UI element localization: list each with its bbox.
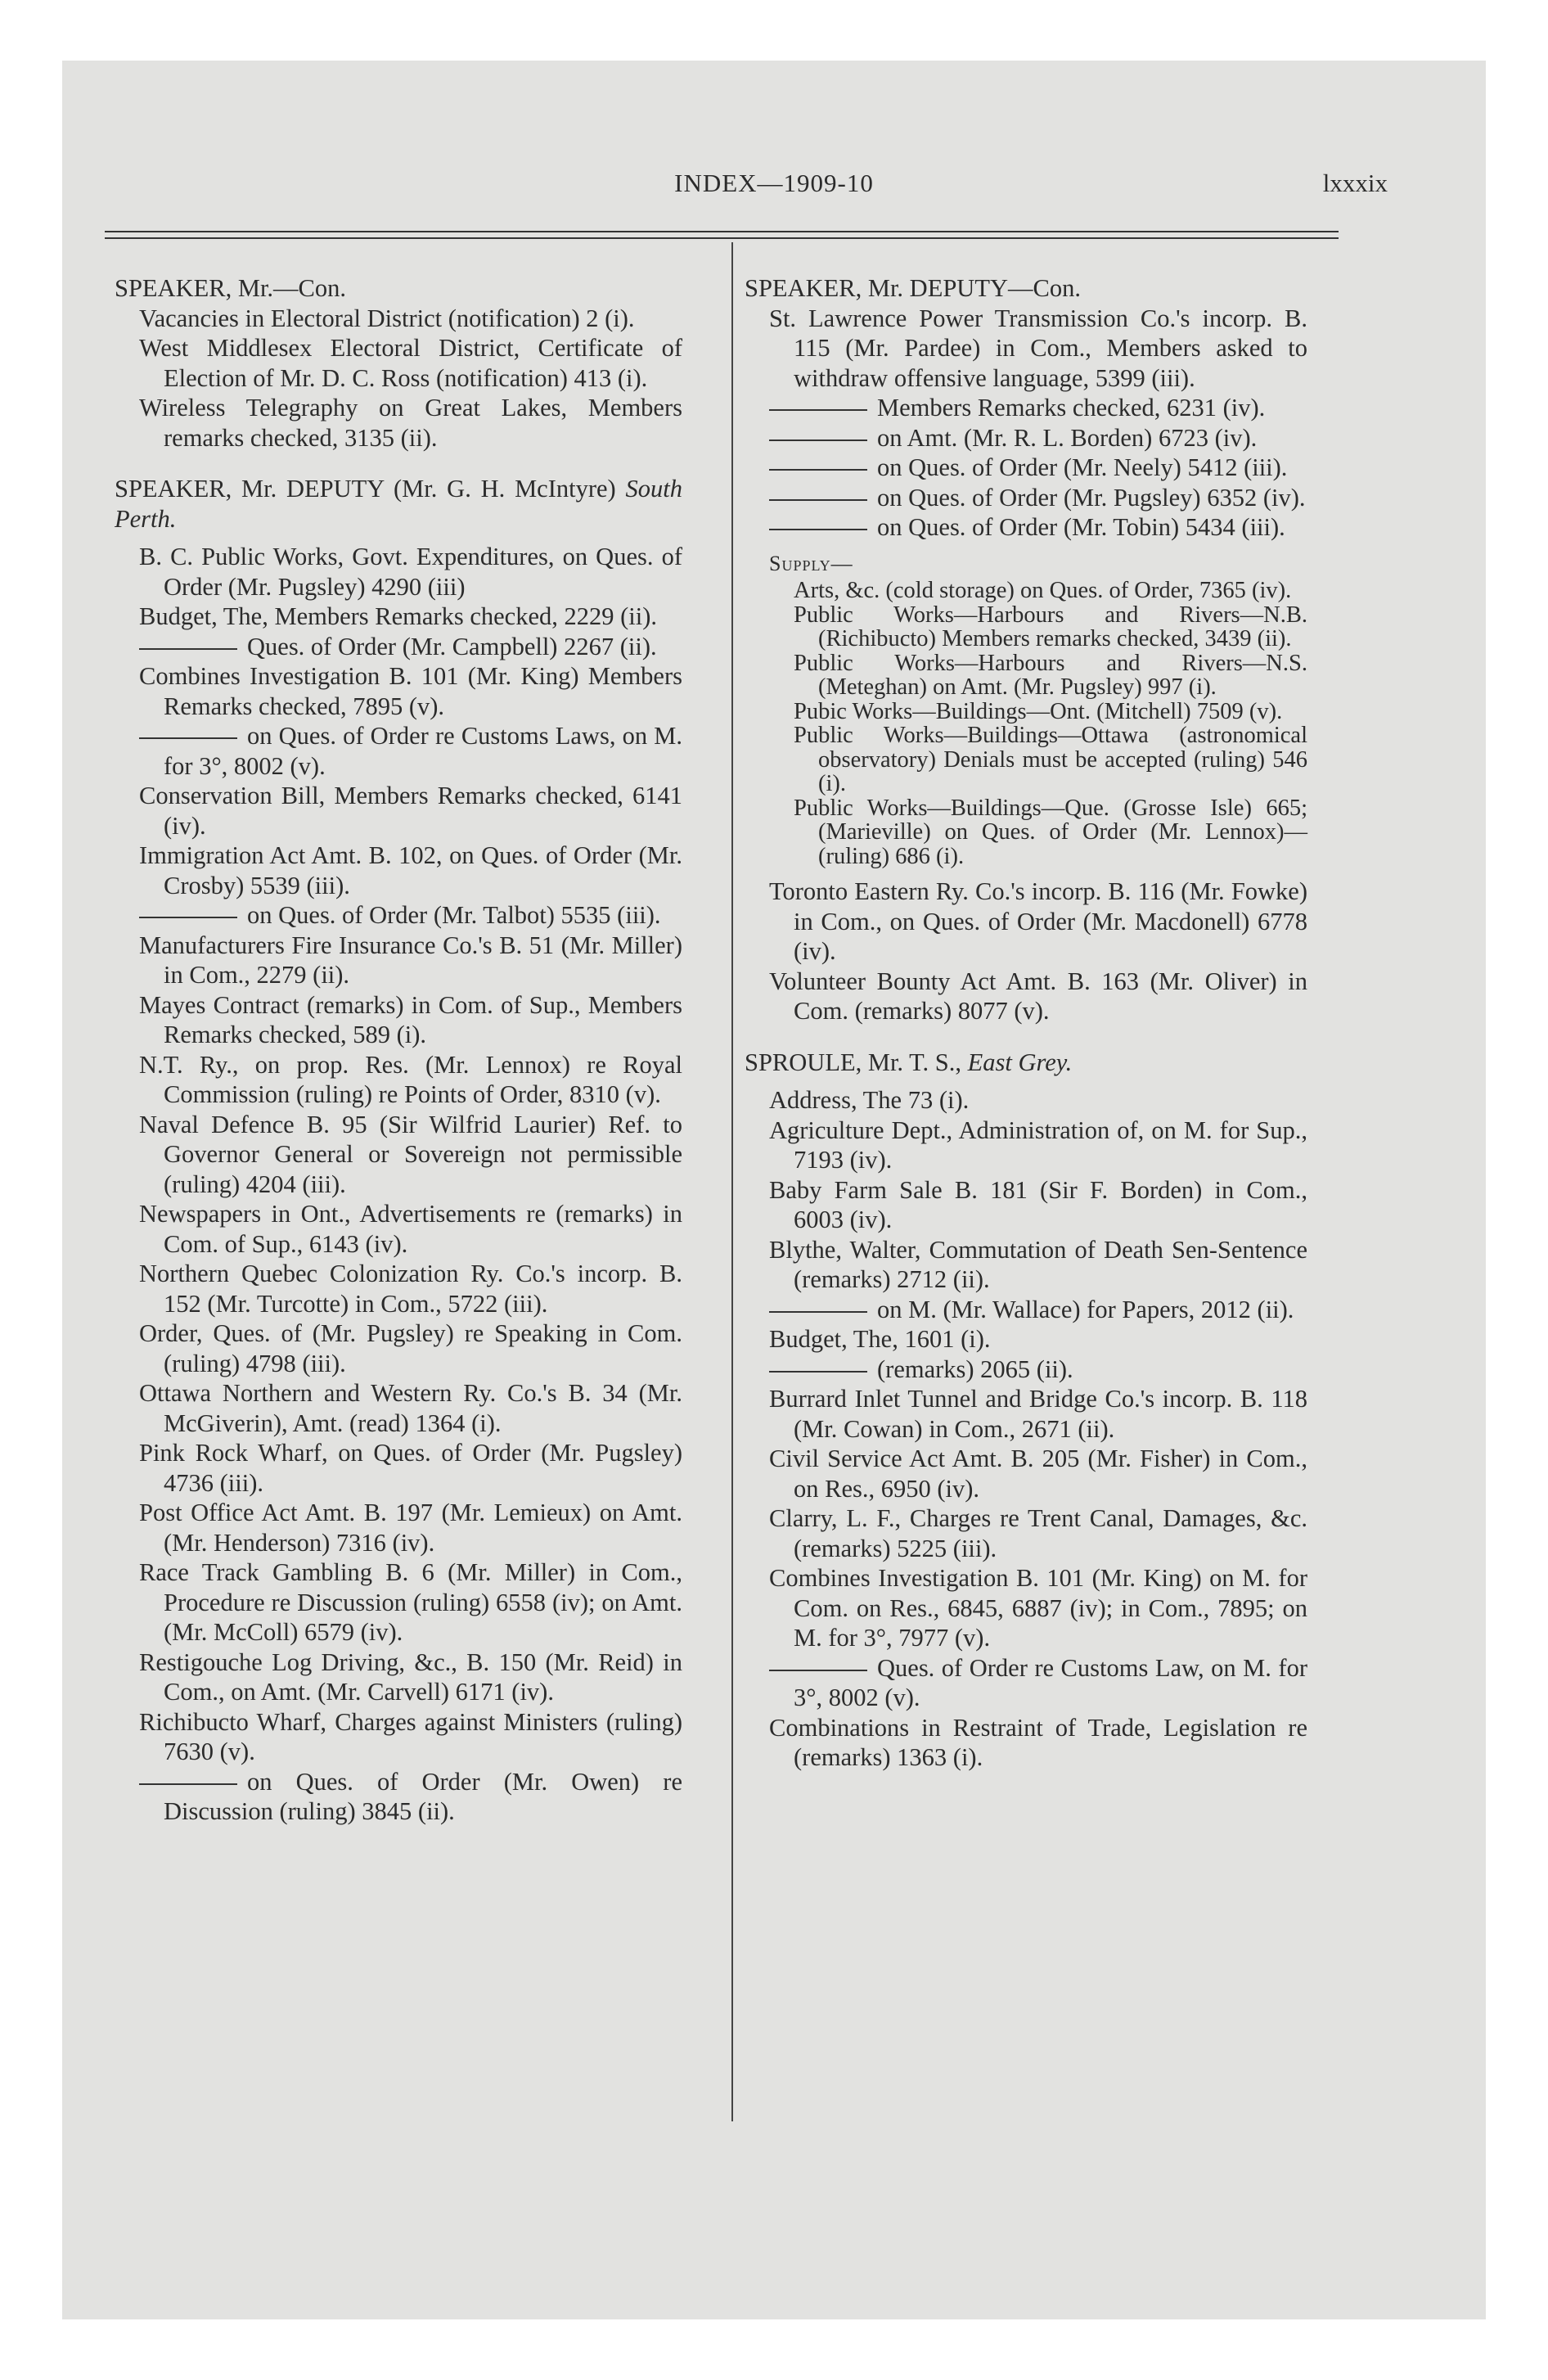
index-entry: Mayes Contract (remarks) in Com. of Sup., Members Remarks checked, 589 (i). [139,990,682,1048]
column-divider [731,242,733,2121]
index-subentry: on Ques. of Order (Mr. Owen) re Discussion (ruling) 3845 (ii). [115,1767,682,1827]
index-entry: Budget, The, Members Remarks checked, 2229 (ii). [139,602,657,630]
supply-label: Supply— [769,551,853,575]
index-entry: Toronto Eastern Ry. Co.'s incorp. B. 116 (Mr. Fowke) in Com., on Ques. of Order (Mr. Macdonell) 6778 (iv). [769,877,1307,965]
index-entry: Pink Rock Wharf, on Ques. of Order (Mr. Pugsley) 4736 (iii). [139,1439,682,1497]
supply-list [745,579,1307,868]
index-entry: Vacancies in Electoral District (notification) 2 (i). [139,304,635,332]
index-subentry: Ques. of Order re Customs Law, on M. for 3°, 8002 (v). [745,1653,1307,1713]
index-entry: Burrard Inlet Tunnel and Bridge Co.'s incorp. B. 118 (Mr. Cowan) in Com., 2671 (ii). [769,1385,1307,1443]
index-entry: Combines Investigation B. 101 (Mr. King) on M. for Com. on Res., 6845, 6887 (iv); in Com., 7895; on M. for 3°, 7977 (v). [769,1564,1307,1652]
entry-list [745,1085,1307,1773]
index-subentry: on Ques. of Order re Customs Laws, on M. for 3°, 8002 (v). [115,721,682,781]
index-entry: Combines Investigation B. 101 (Mr. King) Members Remarks checked, 7895 (v). [139,662,682,720]
index-entry: B. C. Public Works, Govt. Expenditures, on Ques. of Order (Mr. Pugsley) 4290 (iii) [139,543,682,601]
index-entry: Blythe, Walter, Commutation of Death Sen-Sentence (remarks) 2712 (ii). [769,1235,1307,1293]
entry-list [745,304,1307,543]
heading-name: SPEAKER, Mr. DEPUTY (Mr. G. H. McIntyre) [115,475,616,503]
page-title: INDEX—1909-10 [674,169,874,197]
index-subentry: on Ques. of Order (Mr. Tobin) 5434 (iii). [745,512,1307,543]
index-entry: Newspapers in Ont., Advertisements re (remarks) in Com. of Sup., 6143 (iv). [139,1200,682,1258]
index-subentry: on Amt. (Mr. R. L. Borden) 6723 (iv). [745,423,1307,453]
entry-list [745,877,1307,1026]
index-heading [115,474,682,534]
index-entry: Agriculture Dept., Administration of, on M. for Sup., 7193 (iv). [769,1116,1307,1174]
index-entry: Budget, The, 1601 (i). [769,1325,991,1353]
index-heading [745,1048,1307,1078]
index-entry: Order, Ques. of (Mr. Pugsley) re Speaking in Com. (ruling) 4798 (iii). [139,1319,682,1377]
index-subentry: on Ques. of Order (Mr. Pugsley) 6352 (iv). [745,483,1307,513]
supply-entry: Public Works—Harbours and Rivers—N.S. (Meteghan) on Amt. (Mr. Pugsley) 997 (i). [794,650,1307,700]
supply-entry: Arts, &c. (cold storage) on Ques. of Order, 7365 (iv). [794,578,1292,603]
header-rule-2 [105,237,1339,239]
heading-riding: East Grey. [967,1048,1073,1076]
index-entry: Wireless Telegraphy on Great Lakes, Members remarks checked, 3135 (ii). [139,394,682,452]
index-entry: Manufacturers Fire Insurance Co.'s B. 51 (Mr. Miller) in Com., 2279 (ii). [139,931,682,989]
index-entry: St. Lawrence Power Transmission Co.'s incorp. B. 115 (Mr. Pardee) in Com., Members asked to withdraw offensive language, 5399 (iii). [769,304,1307,392]
index-entry: Richibucto Wharf, Charges against Ministers (ruling) 7630 (v). [139,1707,682,1765]
index-entry: Restigouche Log Driving, &c., B. 150 (Mr. Reid) in Com., on Amt. (Mr. Carvell) 6171 (iv). [139,1648,682,1706]
heading-name: SPROULE, Mr. T. S., [745,1048,961,1076]
index-entry: Address, The 73 (i). [769,1086,970,1114]
index-entry: Northern Quebec Colonization Ry. Co.'s incorp. B. 152 (Mr. Turcotte) in Com., 5722 (iii). [139,1260,682,1318]
page-number: lxxxix [1322,169,1388,197]
index-subentry: on Ques. of Order (Mr. Talbot) 5535 (iii). [115,900,682,931]
supply-entry: Public Works—Buildings—Ottawa (astronomical observatory) Denials must be accepted (ruling) 546 (i). [794,723,1307,796]
header-rule [105,231,1339,232]
entry-list [115,304,682,453]
right-column [745,270,1307,1773]
left-column [115,270,682,1827]
index-entry: Post Office Act Amt. B. 197 (Mr. Lemieux) on Amt. (Mr. Henderson) 7316 (iv). [139,1499,682,1557]
supply-entry: Public Works—Buildings—Que. (Grosse Isle) 665; (Marieville) on Ques. of Order (Mr. Lennox)—(ruling) 686 (i). [794,795,1307,869]
index-entry: West Middlesex Electoral District, Certificate of Election of Mr. D. C. Ross (notification) 413 (i). [139,334,682,392]
entry-list [115,542,682,1827]
index-entry: Civil Service Act Amt. B. 205 (Mr. Fisher) in Com., on Res., 6950 (iv). [769,1445,1307,1503]
index-heading: SPEAKER, Mr.—Con. [115,274,347,302]
index-subentry: on M. (Mr. Wallace) for Papers, 2012 (ii). [745,1295,1307,1325]
index-entry: Combinations in Restraint of Trade, Legislation re (remarks) 1363 (i). [769,1713,1307,1771]
index-entry: Volunteer Bounty Act Amt. B. 163 (Mr. Oliver) in Com. (remarks) 8077 (v). [769,967,1307,1025]
page-header [62,103,1486,197]
index-entry: Clarry, L. F., Charges re Trent Canal, Damages, &c. (remarks) 5225 (iii). [769,1504,1307,1562]
index-entry: Ottawa Northern and Western Ry. Co.'s B. 34 (Mr. McGiverin), Amt. (read) 1364 (i). [139,1379,682,1437]
index-entry: Race Track Gambling B. 6 (Mr. Miller) in Com., Procedure re Discussion (ruling) 6558 (iv); on Amt. (Mr. McColl) 6579 (iv). [139,1558,682,1646]
index-subentry: Ques. of Order (Mr. Campbell) 2267 (ii). [115,632,682,662]
index-subentry: (remarks) 2065 (ii). [745,1355,1307,1385]
heading-riding: South Perth. [115,475,683,533]
index-entry: Baby Farm Sale B. 181 (Sir F. Borden) in Com., 6003 (iv). [769,1175,1307,1233]
index-entry: Naval Defence B. 95 (Sir Wilfrid Laurier) Ref. to Governor General or Sovereign not permissible (ruling) 4204 (iii). [139,1110,682,1198]
index-entry: Immigration Act Amt. B. 102, on Ques. of Order (Mr. Crosby) 5539 (iii). [139,841,682,899]
index-entry: N.T. Ry., on prop. Res. (Mr. Lennox) re Royal Commission (ruling) re Points of Order, 8310 (v). [139,1050,682,1108]
index-heading: SPEAKER, Mr. DEPUTY—Con. [745,274,1081,302]
index-subentry: on Ques. of Order (Mr. Neely) 5412 (iii). [745,453,1307,483]
index-entry: Conservation Bill, Members Remarks checked, 6141 (iv). [139,782,682,840]
supply-entry: Public Works—Harbours and Rivers—N.B. (Richibucto) Members remarks checked, 3439 (ii). [794,602,1307,651]
supply-entry: Pubic Works—Buildings—Ont. (Mitchell) 7509 (v). [794,698,1283,724]
index-subentry: Members Remarks checked, 6231 (iv). [745,393,1307,423]
